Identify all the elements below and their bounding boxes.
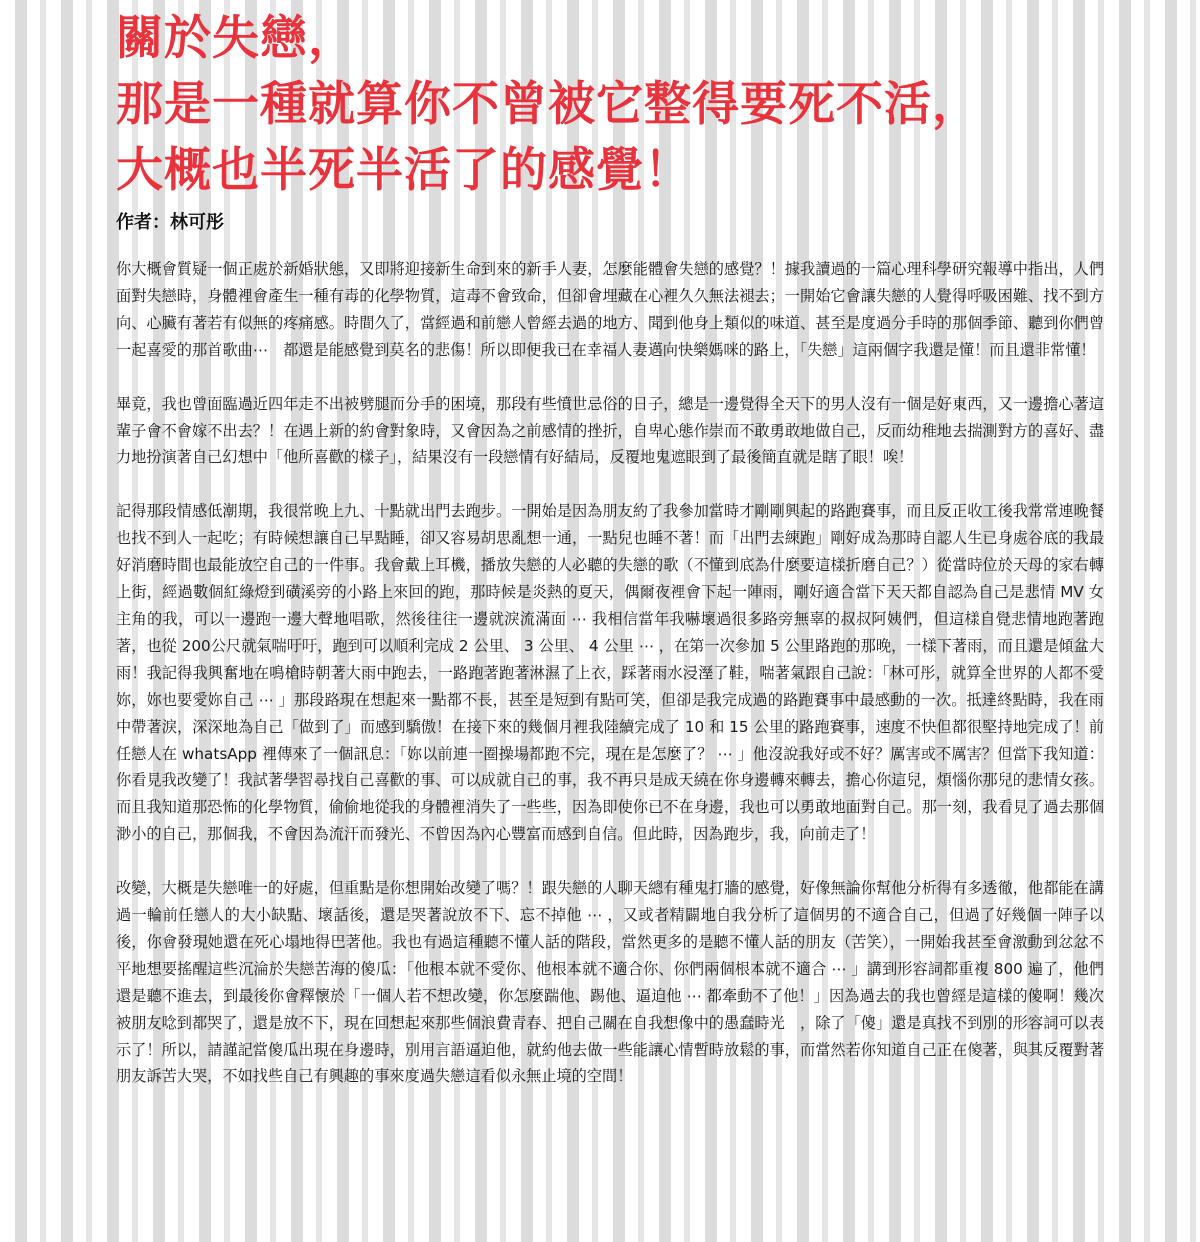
author-byline: 作者：林可彤 (116, 212, 224, 233)
title-line-3: 大概也半死半活了的感覺！ (116, 143, 692, 198)
paragraph-3: 記得那段情感低潮期，我很常晚上九、十點就出門去跑步。一開始是因為朋友約了我參加當時才剛剛興起的路跑賽事，而且反正收工後我常常連晚餐也找不到人一起吃；有時候想讓自己早點睡，卻又容易胡思亂想一通，一點兒也睡不著！而「出門去練跑」剛好成為那時自認人生已身處谷底的我最好消磨時間也最能放空自己的一件事。我會戴上耳機，播放失戀的人必聽的失戀的歌（不懂到底為什麼要這樣折磨自己？）從當時位於天母的家右轉上街，經過數個紅綠燈到磺溪旁的小路上來回的跑，那時候是炎熱的夏天，偶爾夜裡會下起一陣雨，剛好適合當下天天都自認為自己是悲情 MV 女主角的我，可以一邊跑一邊大聲地唱歌，然後往往一邊就淚流滿面 ⋯ 我相信當年我嚇壞過很多路旁無辜的叔叔阿姨們，但這樣自覺悲情地跑著跑著，也從 200公尺就氣喘吁吁，跑到可以順利完成 2 公里、 3 公里、 4 公里 ⋯ ，在第一次參加 5 公里路跑的那晚，一樣下著雨，而且還是傾盆大雨！我記得我興奮地在鳴槍時朝著大雨中跑去，一路跑著跑著淋濕了上衣，踩著雨水浸溼了鞋，喘著氣跟自己說：「林可彤，就算全世界的人都不愛妳，妳也要愛妳自己 ⋯ 」那段路現在想起來一點都不長，甚至是短到有點可笑，但卻是我完成過的路跑賽事中最感動的一次。抵達終點時，我在雨中帶著淚，深深地為自己「做到了」而感到驕傲！在接下來的幾個月裡我陸續完成了 10 和 15 公里的路跑賽事，速度不快但都很堅持地完成了！前任戀人在 whatsApp 裡傳來了一個訊息：「妳以前連一圈操場都跑不完，現在是怎麼了？ ⋯ 」他沒說我好或不好？厲害或不厲害？但當下我知道：你看見我改變了！我試著學習尋找自己喜歡的事、可以成就自己的事，我不再只是成天繞在你身邊轉來轉去，擔心你這兒，煩惱你那兒的悲情女孩。而且我知道那恐怖的化學物質，偷偷地從我的身體裡消失了一些些，因為即使你已不在身邊，我也可以勇敢地面對自己。那一刻，我看見了過去那個渺小的自己，那個我，不會因為流汗而發光、不曾因為內心豐富而感到自信。但此時，因為跑步，我，向前走了！ (116, 502, 1104, 844)
title-line-1: 關於失戀， (116, 11, 356, 66)
article (116, 6, 1104, 1236)
article-title (116, 6, 1104, 204)
paragraph-1: 你大概會質疑一個正處於新婚狀態，又即將迎接新生命到來的新手人妻，怎麼能體會失戀的感覺？！據我讀過的一篇心理科學研究報導中指出，人們面對失戀時，身體裡會產生一種有毒的化學物質，這毒不會致命，但卻會埋藏在心裡久久無法褪去；一開始它會讓失戀的人覺得呼吸困難、找不到方向、心臟有著若有似無的疼痛感。時間久了，當經過和前戀人曾經去過的地方、聞到他身上類似的味道、甚至是度過分手時的那個季節、聽到你們曾一起喜愛的那首歌曲⋯ 都還是能感覺到莫名的悲傷！所以即便我已在幸福人妻邁向快樂媽咪的路上，「失戀」這兩個字我還是懂！而且還非常懂！ (116, 260, 1104, 359)
paragraph-4: 改變，大概是失戀唯一的好處，但重點是你想開始改變了嗎？！跟失戀的人聊天總有種鬼打牆的感覺，好像無論你幫他分析得有多透徹，他都能在講過一輪前任戀人的大小缺點、壞話後，還是哭著說放不下、忘不掉他 ⋯ ，又或者精闢地自我分析了這個男的不適合自己，但過了好幾個一陣子以後，你會發現她還在死心塌地得巴著他。我也有過這種聽不懂人話的階段，當然更多的是聽不懂人話的朋友（苦笑），一開始我甚至會激動到忿忿不平地想要搖醒這些沉淪於失戀苦海的傻瓜：「他根本就不愛你、他根本就不適合你、你們兩個根本就不適合 ⋯ 」講到形容詞都重複 800 遍了，他們還是聽不進去，到最後你會釋懷於「一個人若不想改變，你怎麼踹他、踢他、逼迫他 ⋯ 都牽動不了他！」因為過去的我也曾經是這樣的傻啊！幾次被朋友唸到都哭了，還是放不下，現在回想起來那些個浪費青春、把自己關在自我想像中的愚蠢時光 ，除了「傻」還是真找不到別的形容詞可以表示了！所以，請謹記當傻瓜出現在身邊時，別用言語逼迫他，就約他去做一些能讓心情暫時放鬆的事，而當然若你知道自己正在傻著，與其反覆對著朋友訴苦大哭，不如找些自己有興趣的事來度過失戀這看似永無止境的空間！ (116, 879, 1104, 1086)
title-line-2: 那是一種就算你不曾被它整得要死不活， (116, 77, 980, 132)
paragraph-2: 畢竟，我也曾面臨過近四年走不出被劈腿而分手的困境，那段有些憤世忌俗的日子，總是一邊覺得全天下的男人沒有一個是好東西，又一邊擔心著這輩子會不會嫁不出去？！在遇上新的約會對象時，又會因為之前感情的挫折，自卑心態作崇而不敢勇敢地做自己，反而幼稚地去揣測對方的喜好、盡力地扮演著自己幻想中「他所喜歡的樣子」，結果沒有一段戀情有好結局，反覆地鬼遮眼到了最後簡直就是瞎了眼！唉！ (116, 394, 1104, 467)
